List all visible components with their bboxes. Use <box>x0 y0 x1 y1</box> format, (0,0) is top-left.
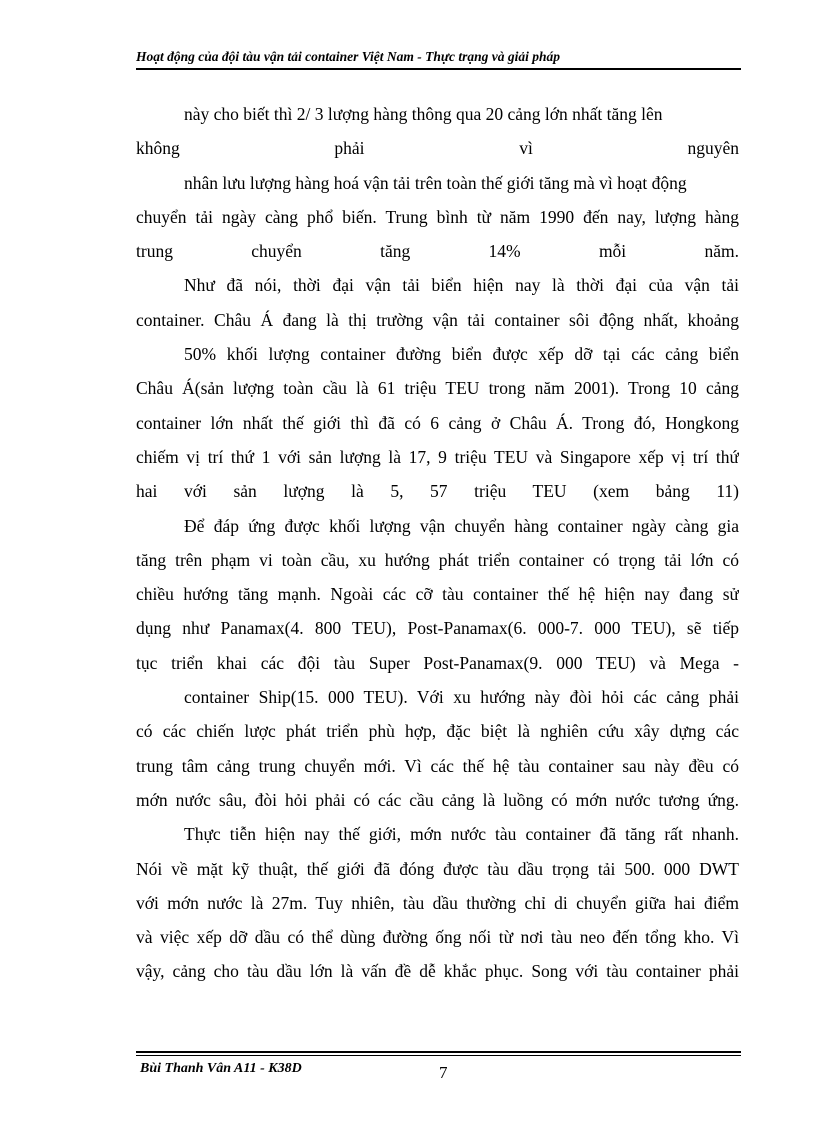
text-line: dụng như Panamax(4. 800 TEU), Post-Panamax(6. 000-7. 000 TEU), sẽ tiếp <box>136 618 739 639</box>
text-line: nhân lưu lượng hàng hoá vận tải trên toàn thế giới tăng mà vì hoạt động <box>184 172 687 193</box>
text-line: Như đã nói, thời đại vận tải biển hiện nay là thời đại của vận tải <box>184 275 739 296</box>
footer-author: Bùi Thanh Vân A11 - K38D <box>140 1061 302 1076</box>
text-line: và việc xếp dỡ dầu có thể dùng đường ống nối từ nơi tàu neo đến tổng kho. Vì <box>136 927 739 948</box>
text-line: container lớn nhất thế giới thì đã có 6 cảng ở Châu Á. Trong đó, Hongkong <box>136 412 739 433</box>
text-line: có các chiến lược phát triển phù hợp, đặc biệt là nghiên cứu xây dựng các <box>136 721 739 742</box>
text-line: vậy, cảng cho tàu dầu lớn là vấn đề dễ khắc phục. Song với tàu container phải <box>136 961 739 982</box>
text-line: hai với sản lượng là 5, 57 triệu TEU (xem bảng 11) <box>136 481 739 502</box>
page-footer <box>136 1051 741 1082</box>
text-line: chiếm vị trí thứ 1 với sản lượng là 17, 9 triệu TEU và Singapore xếp vị trí thứ <box>136 446 739 467</box>
text-line: chiều hướng tăng mạnh. Ngoài các cỡ tàu container thế hệ hiện nay đang sử <box>136 584 739 605</box>
text-line: với mớn nước là 27m. Tuy nhiên, tàu dầu thường chỉ di chuyển giữa hai điểm <box>136 892 739 913</box>
body-text <box>136 97 739 989</box>
header-title: Hoạt động của đội tàu vận tải container Việt Nam - Thực trạng và giải pháp <box>136 49 560 64</box>
text-line: chuyển tải ngày càng phổ biến. Trung bình từ năm 1990 đến nay, lượng hàng <box>136 206 739 227</box>
text-line: Thực tiễn hiện nay thế giới, mớn nước tàu container đã tăng rất nhanh. <box>184 824 739 845</box>
text-line: container Ship(15. 000 TEU). Với xu hướng này đòi hỏi các cảng phải <box>184 687 739 708</box>
text-line: Nói về mặt kỹ thuật, thế giới đã đóng được tàu dầu trọng tải 500. 000 DWT <box>136 858 739 879</box>
page-header <box>136 48 741 70</box>
text-line: mớn nước sâu, đòi hỏi phải có các cầu cảng là luồng có mớn nước tương ứng. <box>136 789 739 810</box>
text-line: không phải vì nguyên <box>136 138 739 159</box>
text-line: Để đáp ứng được khối lượng vận chuyển hàng container ngày càng gia <box>184 515 739 536</box>
footer-rule <box>136 1051 741 1053</box>
text-line: Châu Á(sản lượng toàn cầu là 61 triệu TEU trong năm 2001). Trong 10 cảng <box>136 378 739 399</box>
text-line: tục triển khai các đội tàu Super Post-Panamax(9. 000 TEU) và Mega - <box>136 652 739 673</box>
page-number: 7 <box>439 1063 448 1082</box>
text-line: trung tâm cảng trung chuyển mới. Vì các thế hệ tàu container sau này đều có <box>136 755 739 776</box>
text-line: này cho biết thì 2/ 3 lượng hàng thông qua 20 cảng lớn nhất tăng lên <box>184 104 663 124</box>
text-line: container. Châu Á đang là thị trường vận tải container sôi động nhất, khoảng <box>136 309 739 330</box>
footer-rule-thin <box>136 1055 741 1056</box>
text-line: 50% khối lượng container đường biển được xếp dỡ tại các cảng biển <box>184 344 739 365</box>
header-rule <box>136 68 741 70</box>
text-line: tăng trên phạm vi toàn cầu, xu hướng phát triển container có trọng tải lớn có <box>136 549 739 570</box>
text-line: trung chuyển tăng 14% mỗi năm. <box>136 241 739 262</box>
